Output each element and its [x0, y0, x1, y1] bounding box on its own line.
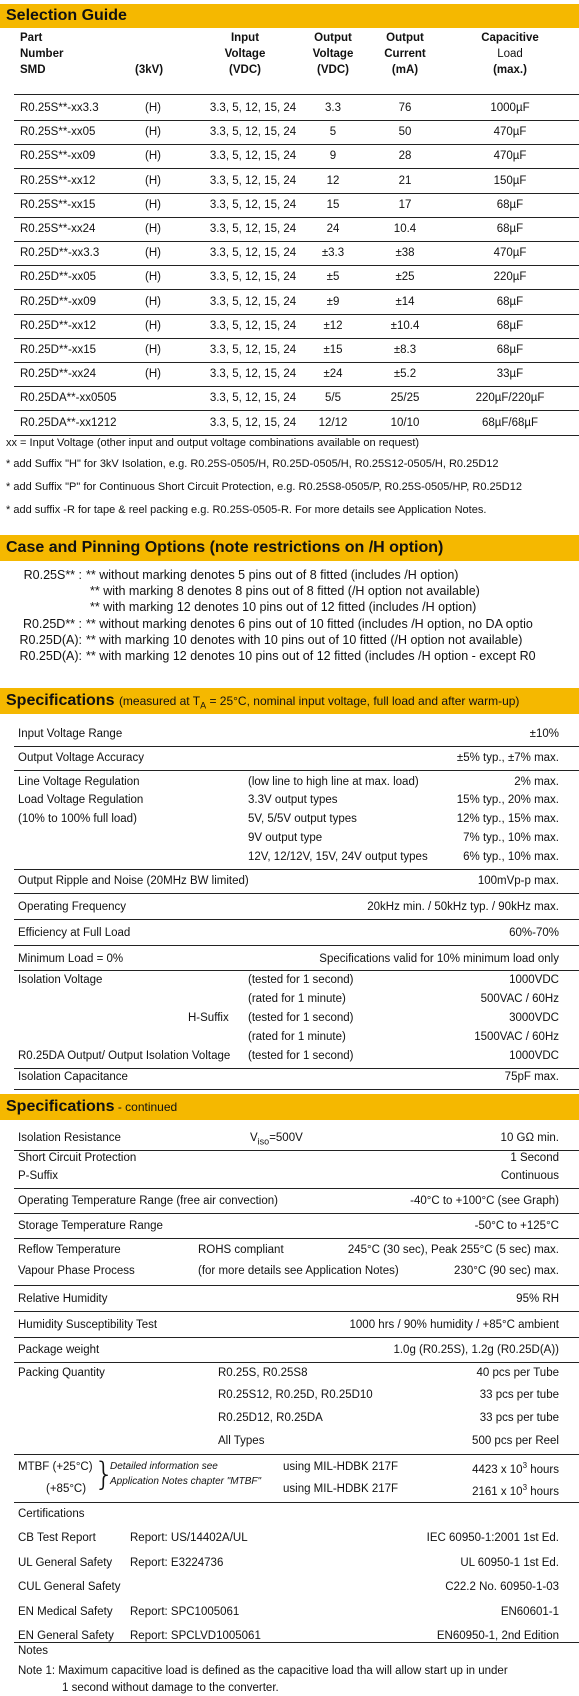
divider: [14, 1089, 579, 1090]
specifications-title: Specifications: [6, 692, 115, 709]
specifications-continued-header: Specifications - continued: [0, 1094, 579, 1120]
case-description: ** with marking 12 denotes 10 pins out of 12 fitted (includes /H option): [90, 600, 477, 615]
output-current-cell: 10/10: [390, 416, 420, 429]
output-current-cell: 25/25: [390, 392, 420, 405]
kv-cell: (H): [145, 247, 161, 260]
part-number-cell: R0.25S**-xx05: [20, 126, 96, 139]
divider: [14, 1502, 579, 1503]
output-current-cell: ±14: [395, 295, 415, 308]
divider: [14, 1642, 579, 1643]
part-number-cell: R0.25D**-xx12: [20, 319, 97, 332]
table-row: [14, 97, 579, 121]
table-row: [14, 218, 579, 242]
case-description: ** without marking denotes 6 pins out of 10 fitted (includes /H option, no DA optio: [86, 616, 533, 631]
input-voltage-cell: 3.3, 5, 12, 15, 24: [209, 198, 297, 211]
case-pinning-header: [0, 535, 579, 561]
output-current-cell: 50: [398, 126, 412, 139]
table-row: [14, 363, 579, 387]
divider: [14, 893, 579, 894]
cert-standard: EN60950-1, 2nd Edition: [436, 1630, 559, 1642]
output-voltage-cell: 12: [326, 174, 340, 187]
kv-cell: (H): [145, 150, 161, 163]
kv-cell: (H): [145, 102, 161, 114]
divider: [14, 1362, 579, 1363]
case-label: R0.25D(A):: [19, 649, 82, 663]
part-number-cell: R0.25S**-xx12: [20, 174, 96, 187]
output-voltage-cell: 3.3: [325, 102, 341, 114]
divider: [14, 1238, 579, 1239]
kv-cell: (H): [145, 126, 161, 139]
output-current-cell: ±10.4: [390, 319, 420, 332]
output-voltage-cell: ±15: [323, 344, 343, 356]
capacitive-load-cell: 68µF: [496, 295, 524, 308]
part-number-cell: R0.25DA**-xx0505: [20, 392, 117, 405]
case-label: R0.25D(A):: [19, 632, 82, 647]
table-row: [14, 121, 579, 145]
kv-cell: (H): [145, 174, 161, 187]
divider: [14, 1068, 579, 1069]
part-number-cell: R0.25D**-xx24: [20, 368, 97, 381]
header-output-voltage: Output Voltage (VDC): [312, 32, 354, 76]
table-row: [14, 242, 579, 266]
header-capacitive-load: Capacitive Load (max.): [481, 32, 539, 76]
cert-report: Report: SPCLVD1005061: [130, 1630, 261, 1642]
divider: [14, 970, 579, 971]
output-voltage-cell: 9: [329, 150, 337, 163]
table-row: [14, 194, 579, 218]
divider: [14, 869, 579, 870]
cert-name: EN Medical Safety: [18, 1605, 113, 1618]
specifications-header: [0, 688, 579, 714]
output-current-cell: ±8.3: [393, 344, 417, 356]
output-voltage-cell: ±24: [323, 368, 343, 381]
input-voltage-cell: 3.3, 5, 12, 15, 24: [209, 392, 297, 405]
capacitive-load-cell: 220µF: [493, 271, 527, 284]
output-current-cell: ±38: [395, 247, 415, 260]
header-input-voltage: Input Voltage (VDC): [224, 32, 266, 76]
output-voltage-cell: 15: [326, 198, 340, 211]
kv-cell: (H): [145, 271, 161, 284]
output-current-cell: 76: [398, 102, 412, 114]
selection-note: xx = Input Voltage (other input and output voltage combinations available on request): [6, 437, 420, 449]
kv-cell: (H): [145, 295, 161, 308]
capacitive-load-cell: 68µF: [496, 344, 524, 356]
output-current-cell: 10.4: [393, 223, 417, 235]
output-voltage-cell: 24: [326, 223, 340, 235]
capacitive-load-cell: 470µF: [493, 247, 527, 260]
capacitive-load-cell: 33µF: [496, 368, 524, 381]
input-voltage-cell: 3.3, 5, 12, 15, 24: [209, 102, 297, 114]
output-voltage-cell: 5: [329, 126, 337, 139]
kv-cell: (H): [145, 344, 161, 356]
capacitive-load-cell: 220µF/220µF: [475, 392, 545, 405]
cert-report: Report: US/14402A/UL: [130, 1532, 248, 1544]
case-pinning-title: Case and Pinning Options (note restrictions on /H option): [6, 539, 444, 556]
specifications-subtitle: (measured at $T_A = 25^\circ C$, nominal input voltage, full load and after warm-up): [118, 694, 520, 711]
cert-report: Report: SPC1005061: [130, 1605, 240, 1618]
input-voltage-cell: 3.3, 5, 12, 15, 24: [209, 247, 297, 260]
divider: [14, 746, 579, 747]
divider: [14, 1150, 579, 1151]
case-description: ** with marking 8 denotes 8 pins out of 8 fitted (/H option not available): [90, 584, 480, 599]
output-voltage-cell: 5/5: [325, 392, 341, 405]
cert-name: CUL General Safety: [18, 1581, 121, 1593]
case-description: ** without marking denotes 5 pins out of 8 fitted (includes /H option): [86, 568, 459, 582]
cert-standard: EN60601-1: [500, 1605, 559, 1618]
divider: [14, 1311, 579, 1312]
cert-standard: UL 60950-1 1st Ed.: [460, 1556, 559, 1569]
header-divider: [14, 94, 579, 95]
brace-icon: }: [94, 1455, 115, 1493]
divider: [14, 1213, 579, 1214]
part-number-cell: R0.25D**-xx05: [20, 271, 97, 284]
part-number-cell: R0.25S**-xx09: [20, 150, 96, 163]
kv-cell: (H): [145, 368, 161, 381]
table-row: [14, 315, 579, 339]
cert-name: CB Test Report: [18, 1532, 96, 1544]
table-row: [14, 339, 579, 363]
divider: [14, 1285, 579, 1286]
kv-cell: (H): [145, 223, 161, 235]
input-voltage-cell: 3.3, 5, 12, 15, 24: [209, 150, 297, 163]
input-voltage-cell: 3.3, 5, 12, 15, 24: [209, 126, 297, 139]
output-voltage-cell: ±12: [323, 319, 343, 332]
output-voltage-cell: 12/12: [318, 416, 348, 429]
capacitive-load-cell: 150µF: [493, 174, 527, 187]
case-label: R0.25S** :: [23, 568, 82, 582]
capacitive-load-cell: 68µF/68µF: [481, 416, 539, 429]
input-voltage-cell: 3.3, 5, 12, 15, 24: [209, 368, 297, 381]
input-voltage-cell: 3.3, 5, 12, 15, 24: [209, 319, 297, 332]
capacitive-load-cell: 470µF: [493, 150, 527, 163]
case-description: ** with marking 12 denotes 10 pins out of 12 fitted (includes /H option - except R0: [86, 649, 536, 663]
capacitive-load-cell: 68µF: [496, 223, 524, 235]
divider: [14, 1337, 579, 1338]
output-voltage-cell: ±3.3: [321, 247, 345, 260]
selection-table-header: [0, 30, 579, 92]
table-row: [14, 387, 579, 411]
selection-guide-header: [0, 4, 579, 28]
divider: [14, 919, 579, 920]
output-current-cell: ±5.2: [393, 368, 417, 381]
output-voltage-cell: ±9: [326, 295, 340, 308]
cert-name: UL General Safety: [18, 1556, 113, 1569]
cert-report: Report: E3224736: [130, 1556, 224, 1569]
selection-guide-title: Selection Guide: [6, 7, 127, 24]
table-row: [14, 170, 579, 194]
cert-standard: C22.2 No. 60950-1-03: [445, 1581, 559, 1593]
divider: [14, 1188, 579, 1189]
part-number-cell: R0.25S**-xx15: [20, 198, 96, 211]
divider: [14, 945, 579, 946]
output-current-cell: ±25: [395, 271, 415, 284]
part-number-cell: R0.25D**-xx3.3: [20, 247, 100, 260]
output-current-cell: 21: [398, 174, 412, 187]
table-row: [14, 266, 579, 290]
capacitive-load-cell: 68µF: [496, 319, 524, 332]
output-current-cell: 28: [398, 150, 412, 163]
part-number-cell: R0.25D**-xx15: [20, 344, 97, 356]
kv-cell: (H): [145, 198, 161, 211]
kv-cell: (H): [145, 319, 161, 332]
specifications-continued-title: Specifications: [6, 1098, 115, 1115]
input-voltage-cell: 3.3, 5, 12, 15, 24: [209, 271, 297, 284]
case-label: R0.25D** :: [22, 616, 82, 631]
input-voltage-cell: 3.3, 5, 12, 15, 24: [209, 223, 297, 235]
cert-standard: IEC 60950-1:2001 1st Ed.: [426, 1532, 559, 1544]
part-number-cell: R0.25S**-xx24: [20, 223, 96, 235]
header-part: Part Number SMD: [20, 32, 64, 76]
input-voltage-cell: 3.3, 5, 12, 15, 24: [209, 416, 297, 429]
capacitive-load-cell: 1000µF: [490, 102, 530, 114]
capacitive-load-cell: 470µF: [493, 126, 527, 139]
input-voltage-cell: 3.3, 5, 12, 15, 24: [209, 295, 297, 308]
capacitive-load-cell: 68µF: [496, 198, 524, 211]
input-voltage-cell: 3.3, 5, 12, 15, 24: [209, 174, 297, 187]
part-number-cell: R0.25D**-xx09: [20, 295, 97, 308]
selection-note: * add Suffix "P" for Continuous Short Circuit Protection, e.g. R0.25S8-0505/P, R0.25S-0505/HP, R0.25D12: [6, 481, 522, 493]
header-3kv: (3kV): [135, 64, 164, 76]
output-current-cell: 17: [398, 198, 412, 211]
table-row: [14, 412, 579, 436]
part-number-cell: R0.25S**-xx3.3: [20, 102, 99, 114]
divider: [14, 770, 579, 771]
table-row: [14, 291, 579, 315]
header-output-current: Output Current (mA): [384, 32, 426, 76]
cert-name: EN General Safety: [18, 1630, 114, 1642]
input-voltage-cell: 3.3, 5, 12, 15, 24: [209, 344, 297, 356]
output-voltage-cell: ±5: [326, 271, 340, 284]
selection-note: * add Suffix "H" for 3kV Isolation, e.g. R0.25S-0505/H, R0.25D-0505/H, R0.25S12-0505/H, R0.25D12: [6, 458, 499, 470]
table-row: [14, 145, 579, 169]
selection-note: * add suffix -R for tape & reel packing e.g. R0.25S-0505-R. For more details see Application Notes.: [6, 504, 487, 516]
part-number-cell: R0.25DA**-xx1212: [20, 416, 117, 429]
case-description: ** with marking 10 denotes with 10 pins out of 10 fitted (/H option not available): [86, 632, 523, 647]
